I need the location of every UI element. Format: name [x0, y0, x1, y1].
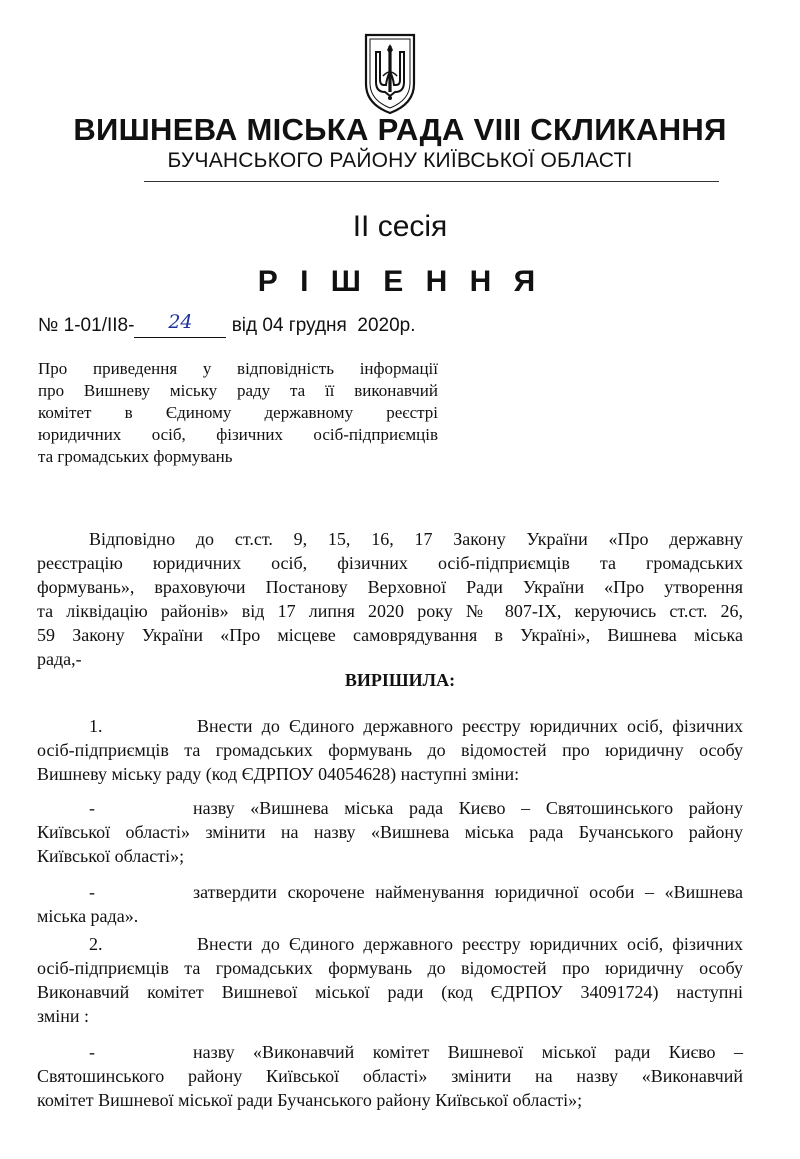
decision-title: Р І Ш Е Н Н Я	[257, 265, 543, 298]
preamble	[37, 527, 743, 671]
subject-line: комітет в Єдиному державному реєстрі	[38, 403, 438, 422]
sub-item-line: комітет Вишневої міської ради Бучанського району Київської області»;	[37, 1090, 583, 1110]
subject-line: Про приведення у відповідність інформації	[38, 359, 438, 378]
item-1-sub-1	[37, 796, 743, 868]
dash-marker: -	[89, 1042, 95, 1062]
session-label: ІІ сесія	[352, 210, 448, 243]
sub-item-line: - назву «Вишнева міська рада Києво – Святошинського району	[37, 796, 743, 820]
item-1	[37, 714, 743, 786]
item-line: осіб-підприємців та громадських формувань до відомостей про юридичну особу	[37, 740, 743, 760]
dash-marker: -	[89, 798, 95, 818]
decision-number-prefix: № 1-01/ІІ8-	[38, 315, 135, 336]
subject-line: та громадських формувань	[38, 447, 233, 466]
subject-line: юридичних осіб, фізичних осіб-підприємців	[38, 425, 438, 444]
item-line: Вишневу міську раду (код ЄДРПОУ 04054628) наступні зміни:	[37, 764, 520, 784]
preamble-line: рада,-	[37, 649, 82, 669]
preamble-line: формувань», враховуючи Постанову Верховної Ради України «Про утворення	[37, 577, 743, 597]
item-number: 2.	[89, 934, 103, 954]
preamble-line: реєстрацію юридичних осіб, фізичних осіб-підприємців та громадських	[37, 553, 743, 573]
sub-item-line: міська рада».	[37, 906, 139, 926]
decision-subject	[38, 358, 438, 468]
item-2-sub-1	[37, 1040, 743, 1112]
sub-item-line: - назву «Виконавчий комітет Вишневої міської ради Києво –	[37, 1040, 743, 1064]
tryzub-coat-of-arms-icon	[363, 32, 417, 116]
header-divider	[144, 181, 719, 182]
dash-marker: -	[89, 882, 95, 902]
sub-item-line: Київської області» змінити на назву «Вишнева міська рада Бучанського району	[37, 822, 743, 842]
item-line: 2. Внести до Єдиного державного реєстру юридичних осіб, фізичних	[37, 932, 743, 956]
council-title: ВИШНЕВА МІСЬКА РАДА VIII СКЛИКАННЯ	[73, 112, 727, 147]
sub-item-line: - затвердити скорочене найменування юридичної особи – «Вишнева	[37, 880, 743, 904]
sub-item-line: Святошинського району Київської області» змінити на назву «Виконавчий	[37, 1066, 743, 1086]
handwritten-number: 24	[168, 311, 193, 333]
item-number: 1.	[89, 716, 103, 736]
item-line: 1. Внести до Єдиного державного реєстру юридичних осіб, фізичних	[37, 714, 743, 738]
sub-item-line: Київської області»;	[37, 846, 185, 866]
item-1-sub-2	[37, 880, 743, 928]
decision-number-blank	[134, 311, 226, 338]
resolved-heading: ВИРІШИЛА:	[344, 670, 456, 690]
preamble-line: та ліквідацію районів» від 17 липня 2020 року № 807-IX, керуючись ст.ст. 26,	[37, 601, 743, 621]
district-subtitle: БУЧАНСЬКОГО РАЙОНУ КИЇВСЬКОЇ ОБЛАСТІ	[167, 149, 633, 172]
preamble-line: Відповідно до ст.ст. 9, 15, 16, 17 Закону України «Про державну	[89, 529, 743, 549]
preamble-line: 59 Закону України «Про місцеве самоврядування в Україні», Вишнева міська	[37, 625, 743, 645]
item-line: осіб-підприємців та громадських формувань до відомостей про юридичну особу	[37, 958, 743, 978]
item-line: Виконавчий комітет Вишневої міської ради (код ЄДРПОУ 34091724) наступні	[37, 982, 743, 1002]
decision-number-line	[38, 311, 416, 338]
item-line: зміни :	[37, 1006, 90, 1026]
item-2	[37, 932, 743, 1028]
subject-line: про Вишневу міську раду та її виконавчий	[38, 381, 438, 400]
decision-date: від 04 грудня 2020р.	[226, 315, 416, 336]
